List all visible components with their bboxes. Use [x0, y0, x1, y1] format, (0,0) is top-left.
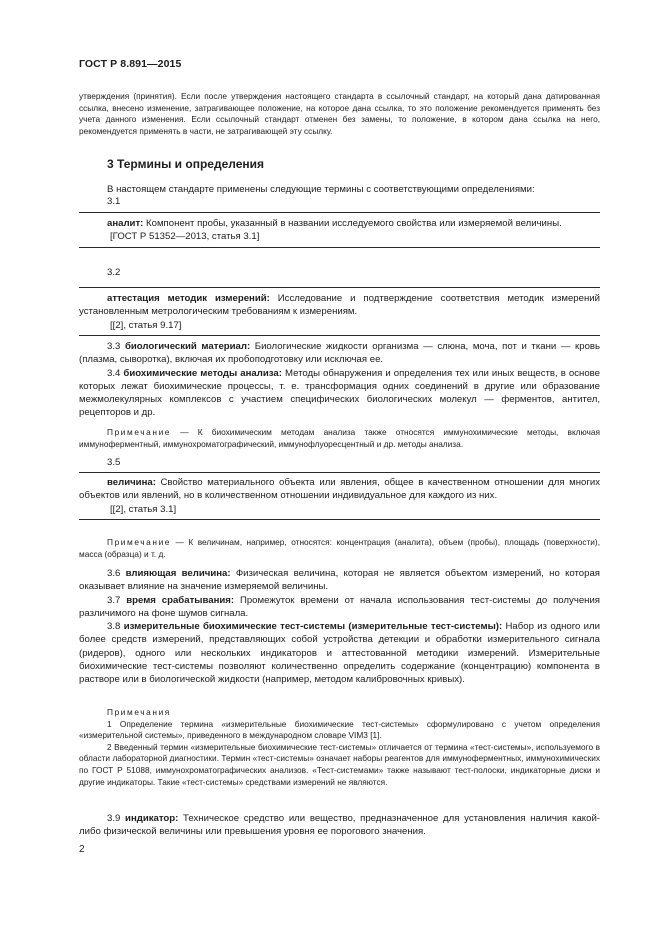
term-text: Промежуток времени от начала использования тест-системы до получения различимого на фоне шумов сигнала. — [79, 594, 601, 619]
term-number: 3.7 — [107, 594, 121, 606]
term-number: 3.4 — [107, 367, 121, 379]
term-name: индикатор: — [125, 813, 179, 824]
term-definition-3-4 — [79, 367, 600, 420]
term-number: 3.3 — [107, 341, 121, 352]
term-name: влияющая величина: — [125, 568, 231, 579]
note-body: — К биохимическим методам анализа также относятся иммунохимические методы, включая иммуноферментный, иммунохроматографический, иммунофлуоресцентный и др. методы анализа. — [79, 427, 600, 449]
term-definition-3-2 — [79, 292, 600, 319]
term-text: Свойство материального объекта или явления, общее в качественном отношении для многих объектов или явлений, но в количественном отношении индивидуальное для каждого из них. — [79, 477, 600, 502]
term-number-3-1: 3.1 — [107, 196, 121, 207]
term-number: 3.8 — [107, 621, 121, 633]
note-label: Примечание — [107, 537, 172, 547]
term-definition-3-9 — [79, 812, 600, 839]
term-number-3-5: 3.5 — [107, 457, 121, 468]
document-header: ГОСТ Р 8.891—2015 — [79, 58, 182, 70]
term-box-3-5 — [79, 472, 600, 520]
term-name: измерительные биохимические тест-системы (измерительные тест-системы): — [123, 621, 503, 633]
term-text: Техническое средство или вещество, предназначенное для установления наличия какой-либо физической величины или превышения уровня ее порогового значения. — [79, 813, 600, 838]
term-name: биохимические методы анализа: — [123, 367, 282, 379]
term-text: Методы обнаружения и определения тех или иных веществ, в основе которых лежат биохимические процессы, т. е. трансформация одних соединений в другие или образование межмолекулярных комплексов с участием специфических биологических молекул — ферментов, антител, рецепторов и др. — [79, 367, 600, 419]
term-text: Компонент пробы, указанный в названии исследуемого свойства или измеряемой величины. — [143, 218, 562, 229]
notes-3-8 — [79, 707, 600, 788]
term-definition-3-6 — [79, 567, 600, 594]
terms-3-6-3-8 — [79, 567, 600, 687]
term-name: аналит: — [107, 218, 144, 229]
section-title: 3 Термины и определения — [107, 157, 265, 171]
note-1: 1 Определение термина «измерительные биохимические тест-системы» сформулировано с учетом определения «измерительной системы», приведенного в международном словаре VIM3 [1]. — [79, 718, 600, 741]
notes-label: Примечания — [107, 707, 171, 717]
note-3-4 — [79, 427, 600, 450]
term-text: Биологические жидкости организма — слюна, моча, пот и ткани — кровь (плазма, сыворотка), включая их пробоподготовку или исключая ее. — [79, 341, 600, 366]
term-text: Исследование и подтверждение соответствия методик измерений установленным метрологическим требованиям к измерениям. — [79, 293, 600, 318]
term-definition-3-7 — [79, 594, 600, 621]
section-lead — [79, 183, 600, 196]
term-source-3-5: [[2], статья 3.1] — [110, 503, 177, 515]
term-definition-3-1 — [79, 217, 600, 230]
term-name: время срабатывания: — [126, 594, 235, 606]
intro-paragraph — [79, 91, 600, 137]
term-3-9 — [79, 812, 600, 839]
note-text — [79, 427, 600, 450]
section-lead-text: В настоящем стандарте применены следующие термины с соответствующими определениями: — [107, 184, 535, 195]
term-source-3-2: [[2], статья 9.17] — [110, 319, 182, 331]
term-definition-3-8 — [79, 620, 600, 686]
term-text: Набор из одного или более средств измерений, представляющих собой устройства детекции и обработки измерительного сигнала (ридеров), одного или нескольких индикаторов и аттестованной методики измерений. Измерительные биохимические тест-системы позволяют количественно определить содержание (концентрацию) компонента в растворе или в биологической жидкости (например, методом калибровочных кривых). — [79, 621, 600, 686]
term-text: Физическая величина, которая не является объектом измерений, но которая оказывает влияние на значение измеряемой величины. — [79, 568, 600, 593]
term-box-3-1 — [79, 212, 600, 248]
term-source-3-1: [ГОСТ Р 51352—2013, статья 3.1] — [110, 231, 260, 243]
term-definition-3-5 — [79, 476, 600, 503]
page-number: 2 — [79, 844, 85, 855]
term-definition-3-3 — [79, 340, 600, 367]
note-text — [79, 537, 600, 560]
note-body: — К величинам, например, относятся: концентрация (аналита), объем (пробы), площадь (поверхности), масса (образца) и т. д. — [79, 537, 600, 559]
term-number: 3.6 — [107, 568, 121, 579]
note-label: Примечание — [107, 427, 172, 437]
note-3-5 — [79, 537, 600, 560]
term-number: 3.9 — [107, 813, 121, 824]
term-name: величина: — [107, 477, 156, 488]
terms-3-3-3-4 — [79, 340, 600, 420]
term-name: биологический материал: — [124, 341, 251, 352]
intro-text: утверждения (принятия). Если после утверждения настоящего стандарта в ссылочный стандарт, на который дана датированная ссылка, внесено изменение, затрагивающее положение, на которое дана ссылка, то это положение рекомендуется применять без учета данного изменения. Если ссылочный стандарт отменен без замены, то положение, в котором дана ссылка на него, рекомендуется применять в части, не затрагивающей эту ссылку. — [79, 91, 600, 136]
term-name: аттестация методик измерений: — [107, 293, 270, 304]
term-box-3-2 — [79, 287, 600, 336]
term-number-3-2: 3.2 — [107, 267, 121, 278]
note-2: 2 Введенный термин «измерительные биохимические тест-системы» отличается от термина «тест-системы», используемого в области лабораторной диагностики. Термин «тест-системы» означает наборы реагентов для иммуноферментных, иммунохимических по ГОСТ Р 51088, иммунохроматографических анализов. «Тест-системами» также называют тест-полоски, индикаторные диски и другие индикаторы. Такие «тест-системы» средствами измерений не являются. — [79, 741, 600, 787]
